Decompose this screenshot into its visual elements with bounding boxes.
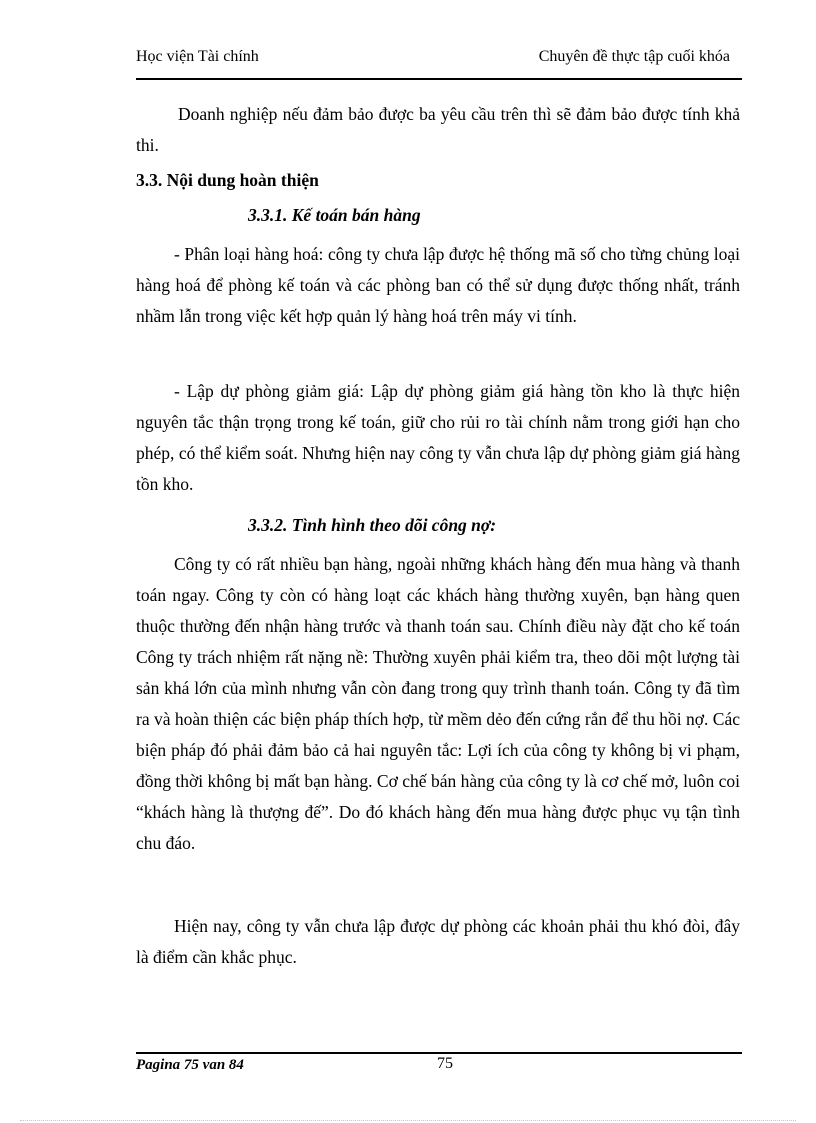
subsection-3-3-1-para1-block [136, 239, 740, 332]
bad-debt-provision-paragraph: Hiện nay, công ty vẫn chưa lập được dự phòng các khoản phải thu khó đòi, đây là điểm cần khắc phục. [136, 916, 740, 967]
subsection-3-3-2-title: 3.3.2. Tình hình theo dõi công nợ: [248, 515, 497, 535]
subsection-3-3-2-para2-block [136, 911, 740, 973]
section-3-3 [136, 164, 740, 196]
header-school: Học viện Tài chính [136, 48, 259, 65]
subsection-3-3-2-heading-block [136, 509, 740, 541]
subsection-3-3-1-title: 3.3.1. Kế toán bán hàng [248, 205, 421, 225]
intro-paragraph: Doanh nghiệp nếu đảm bảo được ba yêu cầu trên thì sẽ đảm bảo được tính khả thi. [136, 104, 740, 155]
intro-block [136, 99, 740, 161]
section-title: 3.3. Nội dung hoàn thiện [136, 170, 319, 190]
footer-rule [136, 1052, 742, 1054]
debt-tracking-paragraph: Công ty có rất nhiều bạn hàng, ngoài những khách hàng đến mua hàng và thanh toán ngay. Công ty còn có hàng loạt các khách hàng thường xuyên, bạn hàng quen thuộc thường đến nhận hàng trước và thanh toán sau. Chính điều này đặt cho kế toán Công ty trách nhiệm rất nặng nề: Thường xuyên phải kiểm tra, theo dõi một lượng tài sản khá lớn của mình nhưng vẫn còn đang trong quy trình thanh toán. Công ty đã tìm ra và hoàn thiện các biện pháp thích hợp, từ mềm dẻo đến cứng rắn để thu hồi nợ. Các biện pháp đó phải đảm bảo cả hai nguyên tắc: Lợi ích của công ty không bị vi phạm, đồng thời không bị mất bạn hàng. Cơ chế bán hàng của công ty là cơ chế mở, luôn coi “khách hàng là thượng đế”. Do đó khách hàng đến mua hàng được phục vụ tận tình chu đáo. [136, 554, 740, 853]
subsection-3-3-1-para2-block [136, 376, 740, 500]
subsection-3-3-1-heading-block [136, 199, 740, 231]
header-rule [136, 78, 742, 80]
subsection-3-3-2-para1-block [136, 549, 740, 859]
page-number: 75 [437, 1055, 453, 1072]
goods-classification-paragraph: - Phân loại hàng hoá: công ty chưa lập được hệ thống mã số cho từng chủng loại hàng hoá để phòng kế toán và các phòng ban có thể sử dụng được thống nhất, tránh nhầm lẫn trong việc kết hợp quản lý hàng hoá trên máy vi tính. [136, 244, 740, 326]
footer-pagination: Pagina 75 van 84 [136, 1057, 244, 1073]
page-edge-divider [20, 1120, 796, 1121]
price-reduction-provision-paragraph: - Lập dự phòng giảm giá: Lập dự phòng giảm giá hàng tồn kho là thực hiện nguyên tắc thận trọng trong kế toán, giữ cho rủi ro tài chính nằm trong giới hạn cho phép, có thể kiểm soát. Nhưng hiện nay công ty vẫn chưa lập dự phòng giảm giá hàng tồn kho. [136, 381, 740, 494]
header-report-title: Chuyên đề thực tập cuối khóa [538, 48, 730, 65]
